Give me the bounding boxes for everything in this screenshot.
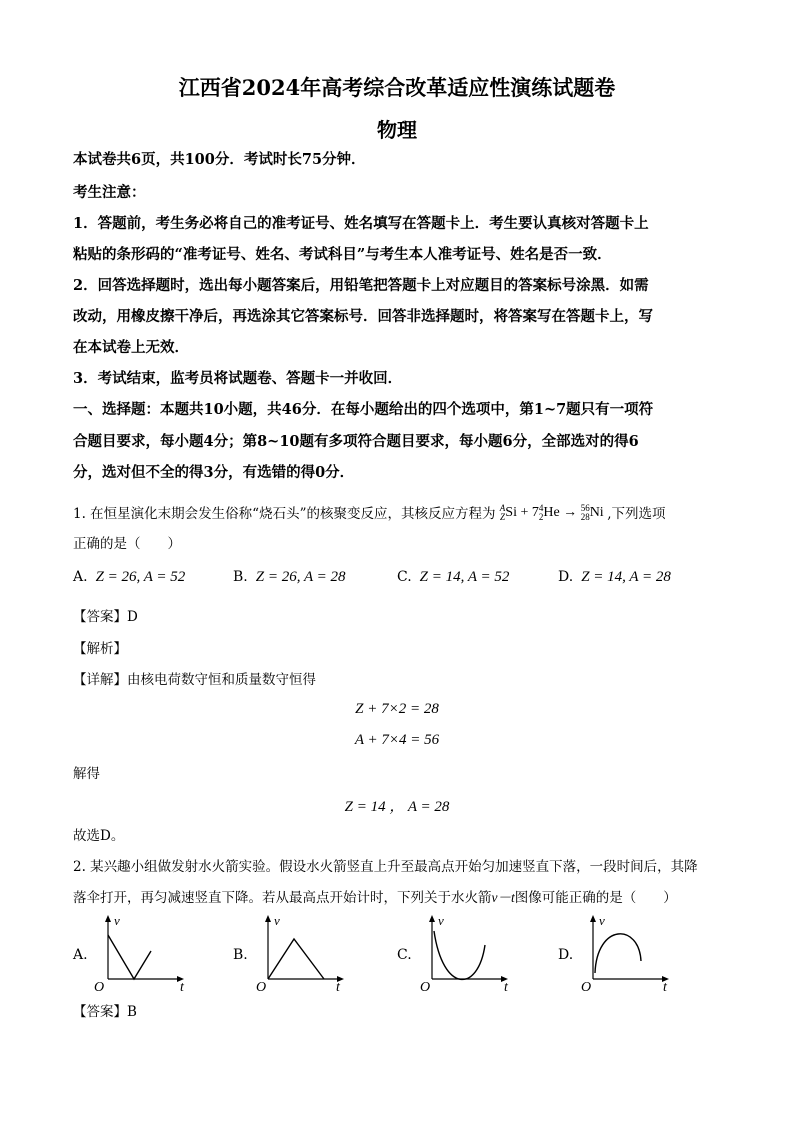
q2-stem-text: 落伞打开，再匀减速竖直下降。若从最高点开始计时，下列关于水火箭 <box>73 890 492 906</box>
section-heading-b: 合题目要求，每小题4分；第8~10题有多项符合题目要求，每小题6分，全部选对的得6 <box>73 433 639 450</box>
q2-stem-tail: 图像可能正确的是（ ） <box>514 890 677 906</box>
equation-result: Z = 14 ， A = 28 <box>344 799 450 815</box>
graph-d <box>579 913 679 995</box>
axis-v: v <box>438 913 444 928</box>
origin-label: O <box>581 980 592 995</box>
section-heading-c: 分，选对但不全的得3分，有选错的得0分． <box>73 464 355 481</box>
notice-title: 考生注意： <box>73 184 146 201</box>
notice-item-3: 3．考试结束，监考员将试题卷、答题卡一并收回． <box>73 370 403 387</box>
q1-analysis-label: 【解析】 <box>73 641 127 657</box>
q2-option-a-label: A. <box>73 947 88 963</box>
q1-stem-text: 1. 在恒星演化末期会发生俗称“烧石头”的核聚变反应，其核反应方程为 <box>73 506 496 522</box>
section-heading-a: 一、选择题：本题共10小题，共46分．在每小题给出的四个选项中，第1~7题只有一项符 <box>73 401 654 418</box>
graph-a <box>94 913 194 995</box>
axis-v: v <box>114 913 120 928</box>
q2-option-b-label: B. <box>233 947 248 963</box>
option-label: D. <box>558 569 574 585</box>
equation-charge: Z + 7×2 = 28 <box>355 701 439 717</box>
option-label: C. <box>397 569 412 585</box>
q1-stem-a <box>73 504 733 525</box>
nuclear-equation: A ZSi + 74 2He → 56 28Ni <box>499 502 604 522</box>
q2-answer: 【答案】B <box>73 1004 137 1020</box>
q1-option-b <box>233 569 345 586</box>
graph-b <box>254 913 354 995</box>
subject-title: 物理 <box>377 118 417 142</box>
q1-stem-b: 正确的是（ ） <box>73 536 181 552</box>
q2-stem-a: 2. 某兴趣小组做发射水火箭实验。假设水火箭竖直上升至最高点开始匀加速竖直下落，一段时间后，其降 <box>73 859 698 875</box>
axis-v: v <box>599 913 605 928</box>
axis-t: t <box>336 980 340 995</box>
axis-t: t <box>180 980 184 995</box>
q2-stem-b <box>73 888 733 908</box>
notice-item-2a: 2．回答选择题时，选出每小题答案后，用铅笔把答题卡上对应题目的答案标号涂黑．如需 <box>73 277 649 294</box>
intro-line: 本试卷共6页，共100分．考试时长75分钟． <box>73 151 366 168</box>
q2-option-c-label: C. <box>397 947 412 963</box>
q1-option-c <box>397 569 509 586</box>
option-value: Z = 14, A = 52 <box>419 569 510 585</box>
q1-conclusion: 故选D。 <box>73 828 125 844</box>
axis-t: t <box>504 980 508 995</box>
option-label: A. <box>73 569 88 585</box>
notice-item-1a: 1．答题前，考生务必将自己的准考证号、姓名填写在答题卡上．考生要认真核对答题卡上 <box>73 215 649 232</box>
q1-detail: 【详解】由核电荷数守恒和质量数守恒得 <box>73 672 316 688</box>
equation-mass: A + 7×4 = 56 <box>354 732 440 748</box>
q1-stem-tail: ,下列选项 <box>607 506 666 522</box>
origin-label: O <box>94 980 105 995</box>
option-value: Z = 26, A = 28 <box>255 569 346 585</box>
notice-item-2c: 在本试卷上无效． <box>73 339 189 356</box>
q1-answer: 【答案】D <box>73 609 138 625</box>
solve-label: 解得 <box>73 766 100 782</box>
origin-label: O <box>256 980 267 995</box>
q2-option-d-label: D. <box>558 947 574 963</box>
option-value: Z = 14, A = 28 <box>581 569 671 585</box>
q1-option-d <box>558 569 671 586</box>
q2-stem-var: v－t <box>491 890 515 905</box>
exam-title: 江西省2024年高考综合改革适应性演练试题卷 <box>178 75 616 100</box>
option-label: B. <box>233 569 248 585</box>
axis-t: t <box>663 980 667 995</box>
notice-item-2b: 改动，用橡皮擦干净后，再选涂其它答案标号．回答非选择题时，将答案写在答题卡上，写 <box>73 308 653 325</box>
notice-item-1b: 粘贴的条形码的“准考证号、姓名、考试科目”与考生本人准考证号、姓名是否一致． <box>73 246 612 263</box>
q1-option-a <box>73 569 185 586</box>
graph-c <box>418 913 518 995</box>
option-value: Z = 26, A = 52 <box>95 569 186 585</box>
axis-v: v <box>274 913 280 928</box>
origin-label: O <box>420 980 431 995</box>
